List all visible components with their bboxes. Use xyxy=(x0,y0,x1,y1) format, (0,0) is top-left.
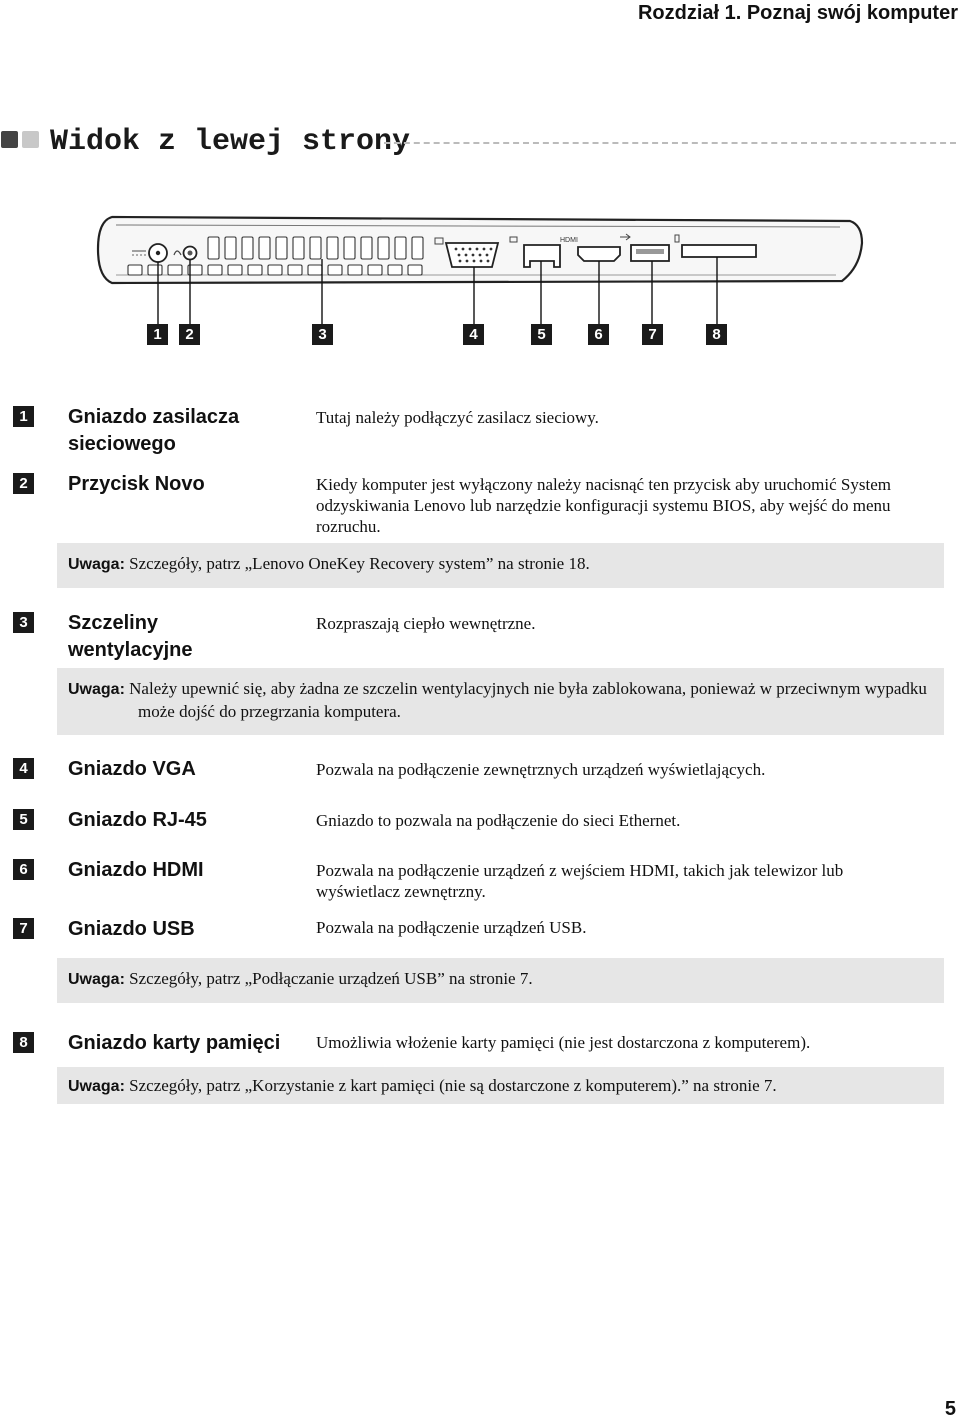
item-number: 6 xyxy=(13,859,34,880)
item-term: Gniazdo zasilacza sieciowego xyxy=(68,406,240,455)
item-term: Gniazdo USB xyxy=(68,918,195,940)
dc-in-jack-icon xyxy=(149,244,167,262)
note-ventilation xyxy=(57,668,944,735)
item-number: 5 xyxy=(13,809,34,830)
item-number: 7 xyxy=(13,918,34,939)
note-label: Uwaga: xyxy=(68,681,125,698)
running-header: Rozdział 1. Poznaj swój komputer xyxy=(637,2,958,24)
note-label: Uwaga: xyxy=(68,1078,125,1095)
callout-8: 8 xyxy=(706,324,727,345)
note-memory-card xyxy=(57,1067,944,1104)
item-term: Gniazdo VGA xyxy=(68,758,196,780)
note-label: Uwaga: xyxy=(68,556,125,573)
callout-5: 5 xyxy=(531,324,552,345)
item-description: Gniazdo to pozwala na podłączenie do sieci Ethernet. xyxy=(316,811,681,830)
callout-7: 7 xyxy=(642,324,663,345)
note-label: Uwaga: xyxy=(68,971,125,988)
section-title: Widok z lewej strony xyxy=(50,125,411,159)
item-number: 4 xyxy=(13,758,34,779)
item-term: Gniazdo karty pamięci xyxy=(68,1032,281,1054)
item-term: Szczeliny wentylacyjne xyxy=(68,612,193,661)
item-description: Pozwala na podłączenie urządzeń USB. xyxy=(316,918,587,937)
callout-4: 4 xyxy=(463,324,484,345)
item-number: 1 xyxy=(13,406,34,427)
callout-3: 3 xyxy=(312,324,333,345)
section-heading xyxy=(0,124,960,164)
item-description: Pozwala na podłączenie urządzeń z wejściem HDMI, takich jak telewizor lub wyświetlacz zewnętrzny. xyxy=(316,861,844,901)
callout-6: 6 xyxy=(588,324,609,345)
item-term: Gniazdo RJ-45 xyxy=(68,809,207,831)
callout-2: 2 xyxy=(179,324,200,345)
note-recovery xyxy=(57,543,944,588)
item-number: 8 xyxy=(13,1032,34,1053)
page-number: 5 xyxy=(944,1398,956,1420)
section-marker-icon xyxy=(0,131,44,151)
item-term: Gniazdo HDMI xyxy=(68,859,204,881)
item-description: Rozpraszają ciepło wewnętrzne. xyxy=(316,614,536,633)
hdmi-port-mark: HDMI xyxy=(560,237,578,244)
note-text: Należy upewnić się, aby żadna ze szczelin wentylacyjnych nie była zablokowana, ponieważ w przeciwnym wypadku może dojść do przegrzania komputera. xyxy=(129,679,927,721)
item-number: 2 xyxy=(13,473,34,494)
item-description: Umożliwia włożenie karty pamięci (nie jest dostarczona z komputerem). xyxy=(316,1033,811,1052)
note-text: Szczegóły, patrz „Podłączanie urządzeń USB” na stronie 7. xyxy=(129,969,533,988)
item-description: Kiedy komputer jest wyłączony należy nacisnąć ten przycisk aby uruchomić System odzyskiwania Lenovo lub narzędzie konfiguracji systemu BIOS, aby wejść do menu rozruchu. xyxy=(316,475,891,536)
note-usb xyxy=(57,958,944,1003)
section-rule xyxy=(384,142,956,144)
note-text: Szczegóły, patrz „Korzystanie z kart pamięci (nie są dostarczone z komputerem).” na stronie 7. xyxy=(129,1076,777,1095)
item-description: Pozwala na podłączenie zewnętrznych urządzeń wyświetlających. xyxy=(316,760,766,779)
note-text: Szczegóły, patrz „Lenovo OneKey Recovery system” na stronie 18. xyxy=(129,554,590,573)
item-number: 3 xyxy=(13,612,34,633)
item-description: Tutaj należy podłączyć zasilacz sieciowy. xyxy=(316,408,599,427)
item-term: Przycisk Novo xyxy=(68,473,205,495)
callout-1: 1 xyxy=(147,324,168,345)
